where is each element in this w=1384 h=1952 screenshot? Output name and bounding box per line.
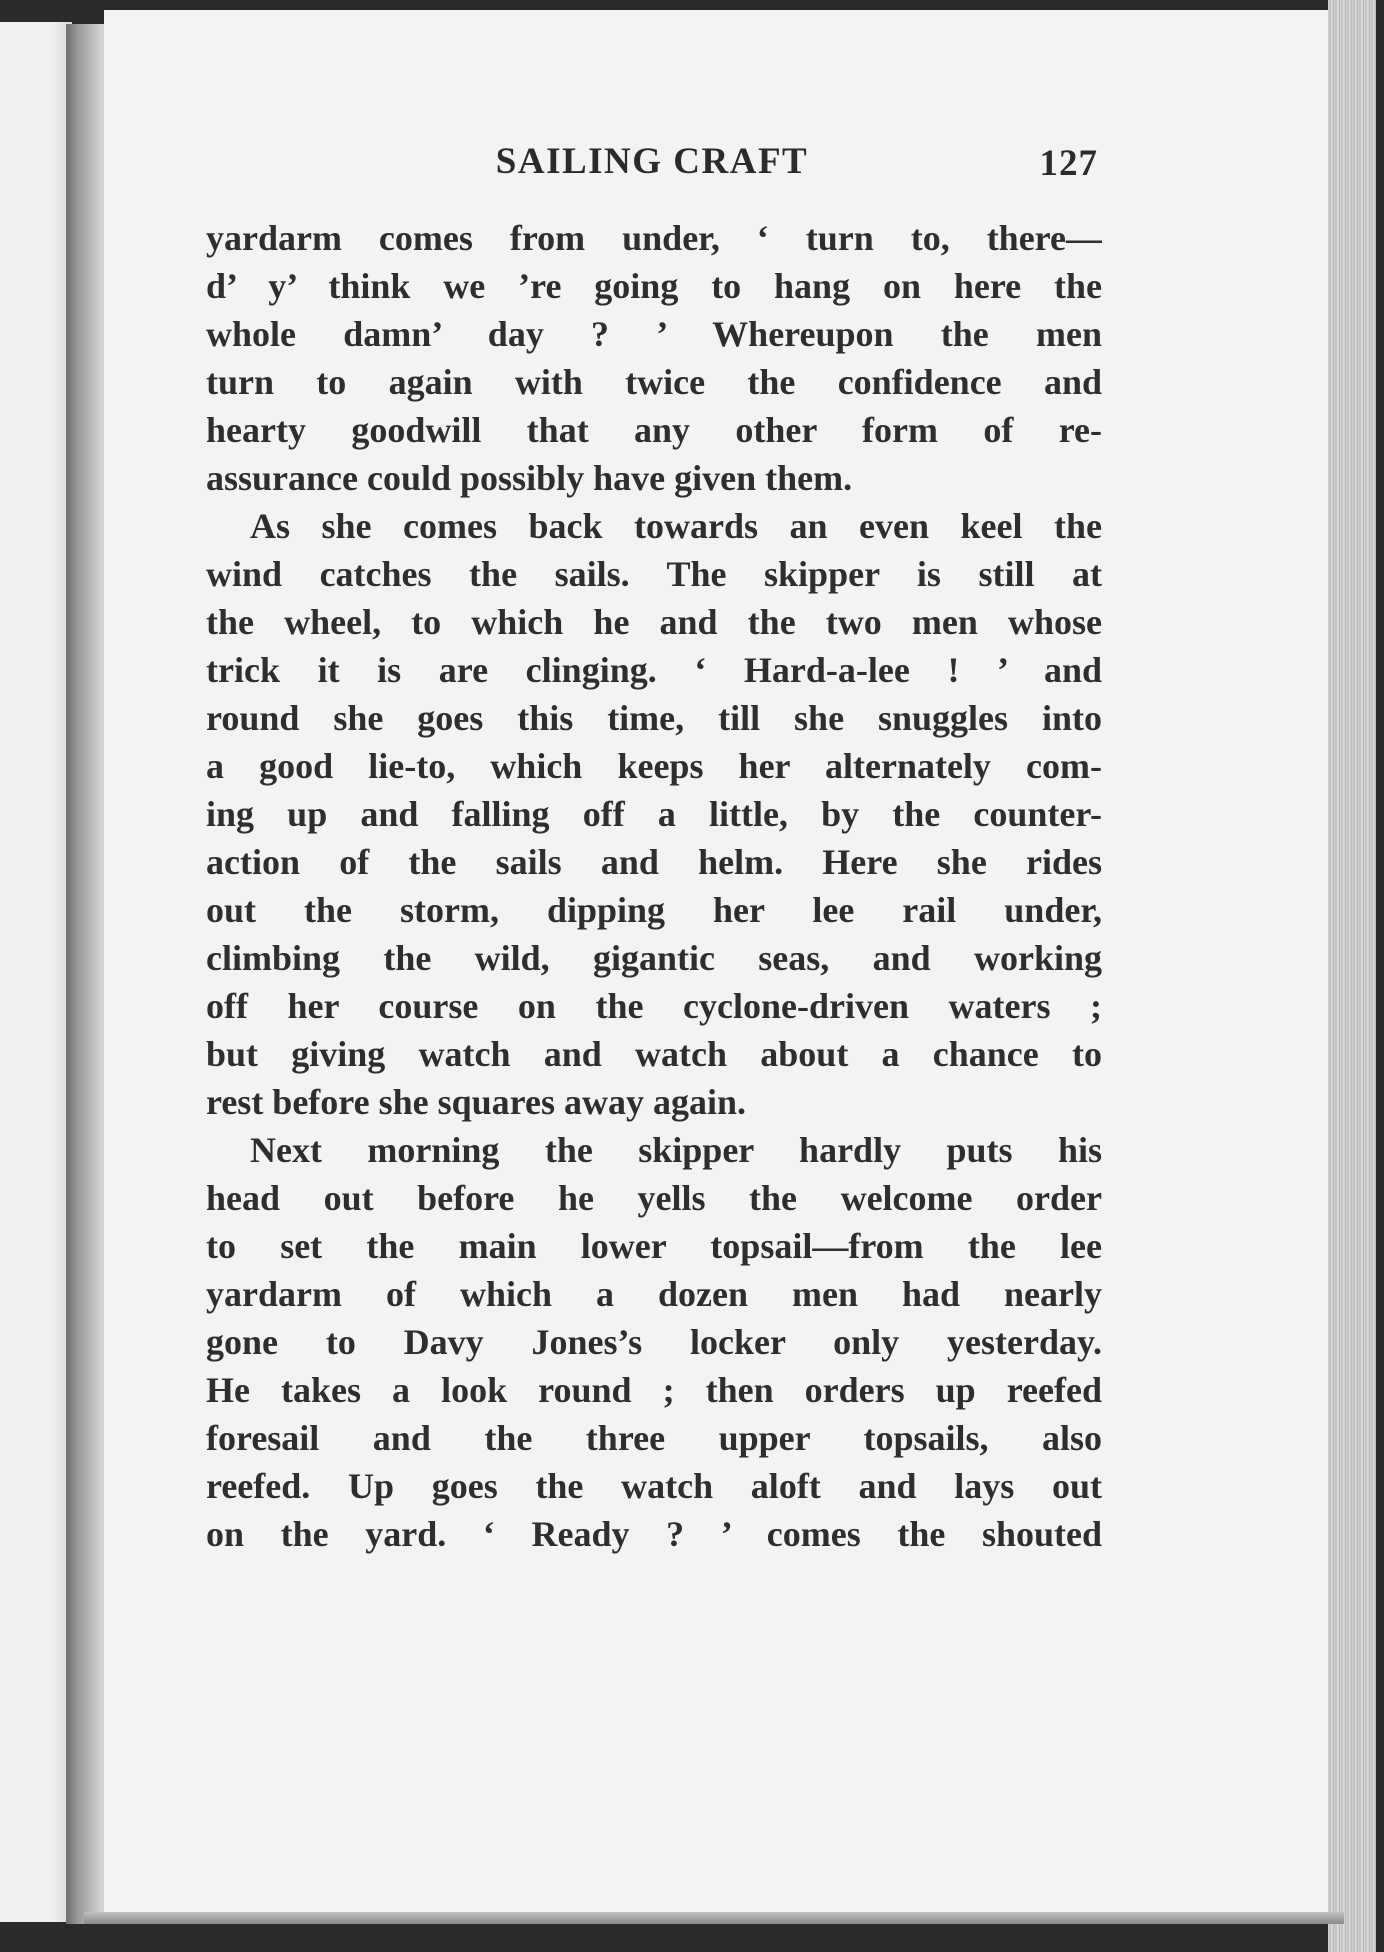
text-line: d’ y’ think we ’re going to hang on here the	[206, 266, 1102, 306]
text-line: out the storm, dipping her lee rail under,	[206, 890, 1102, 930]
text-line: He takes a look round ; then orders up reefed	[206, 1370, 1102, 1410]
text-line: to set the main lower topsail—from the lee	[206, 1226, 1102, 1266]
text-line: As she comes back towards an even keel the	[250, 506, 1102, 546]
text-line: trick it is are clinging. ‘ Hard-a-lee ! ’ and	[206, 650, 1102, 690]
body-text	[206, 214, 1102, 1558]
text-line: assurance could possibly have given them.	[206, 458, 853, 498]
text-line: yardarm comes from under, ‘ turn to, there—	[206, 218, 1102, 258]
text-line: action of the sails and helm. Here she rides	[206, 842, 1102, 882]
text-line: but giving watch and watch about a chance to	[206, 1034, 1102, 1074]
text-line: round she goes this time, till she snuggles into	[206, 698, 1102, 738]
bottom-page-edge	[84, 1912, 1344, 1924]
text-line: Next morning the skipper hardly puts his	[250, 1130, 1102, 1170]
text-line: on the yard. ‘ Ready ? ’ comes the shouted	[206, 1514, 1102, 1554]
paragraph-2	[206, 502, 1102, 1126]
page-number: 127	[1039, 143, 1098, 184]
text-line: gone to Davy Jones’s locker only yesterday.	[206, 1322, 1102, 1362]
text-line: turn to again with twice the confidence and	[206, 362, 1102, 402]
text-line: rest before she squares away again.	[206, 1082, 746, 1122]
text-line: climbing the wild, gigantic seas, and working	[206, 938, 1102, 978]
text-line: foresail and the three upper topsails, also	[206, 1418, 1102, 1458]
text-line: the wheel, to which he and the two men whose	[206, 602, 1102, 642]
text-line: wind catches the sails. The skipper is still at	[206, 554, 1102, 594]
text-line: a good lie-to, which keeps her alternately com-	[206, 746, 1102, 786]
text-line: hearty goodwill that any other form of re-	[206, 410, 1102, 450]
text-line: off her course on the cyclone-driven waters ;	[206, 986, 1102, 1026]
paragraph-1	[206, 214, 1102, 502]
text-line: reefed. Up goes the watch aloft and lays out	[206, 1466, 1102, 1506]
paragraph-3	[206, 1126, 1102, 1558]
text-line: head out before he yells the welcome order	[206, 1178, 1102, 1218]
page-edge-shadow	[1376, 0, 1384, 1952]
running-head	[206, 140, 1098, 200]
running-title: SAILING CRAFT	[495, 141, 809, 182]
previous-page-edge	[0, 22, 72, 1922]
text-line: yardarm of which a dozen men had nearly	[206, 1274, 1102, 1314]
text-line: whole damn’ day ? ’ Whereupon the men	[206, 314, 1102, 354]
text-line: ing up and falling off a little, by the counter-	[206, 794, 1102, 834]
